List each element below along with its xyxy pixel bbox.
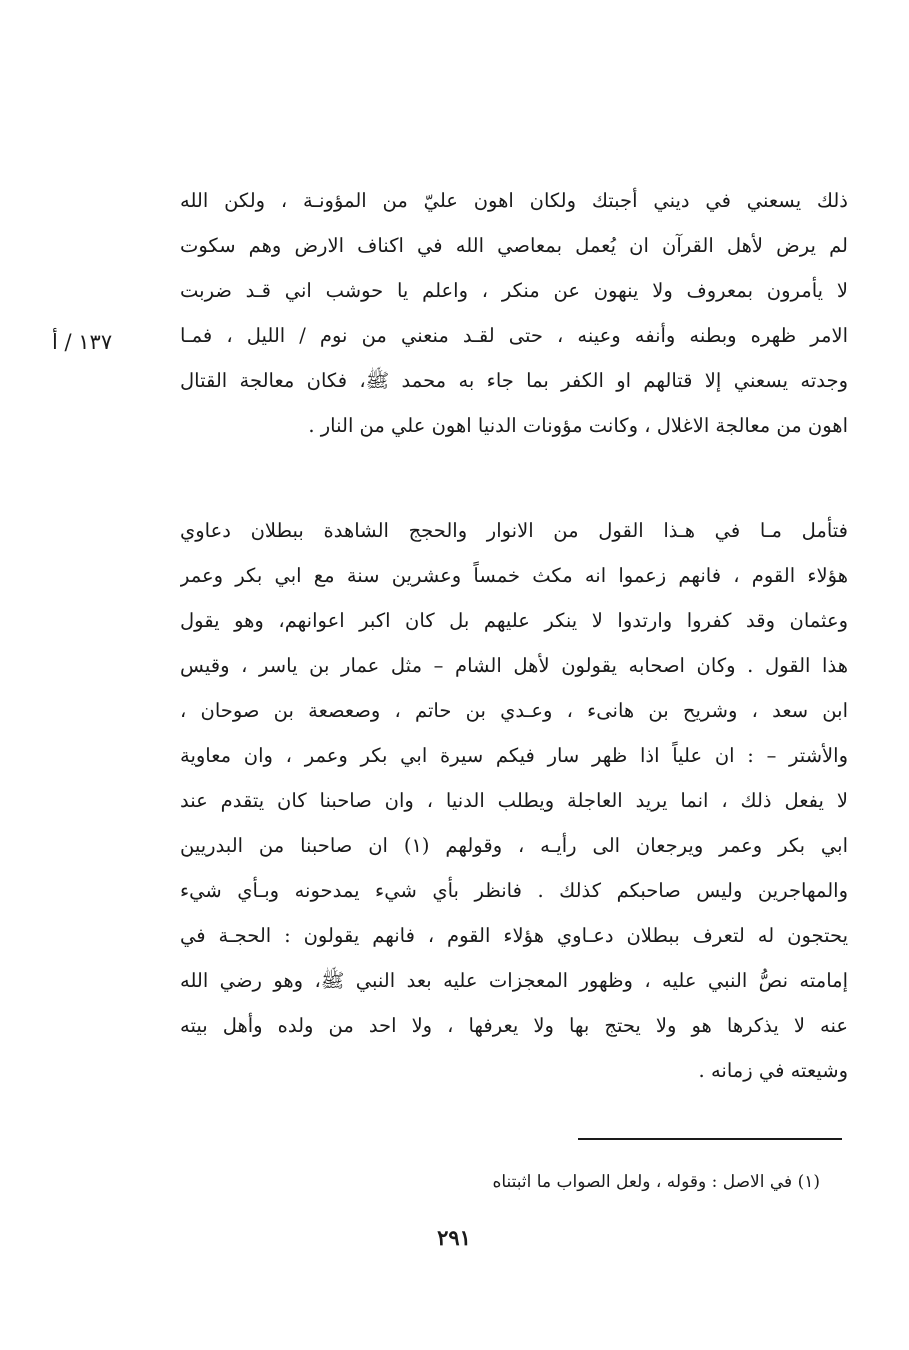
text-line: ابن سعد ، وشريح بن هانىء ، وعـدي بن حاتم ، وصعصعة بن صوحان ،	[180, 699, 848, 722]
footnote-divider	[578, 1138, 842, 1140]
text-line: ابي بكر وعمر ويرجعان الى رأيـه ، وقولهم (١) ان صاحبنا من البدريين	[180, 834, 848, 857]
text-line: عنه لا يذكرها هو ولا يحتج بها ولا يعرفها ، ولا احد من ولده وأهل بيته	[180, 1014, 848, 1037]
paragraph-1	[180, 178, 848, 448]
text-line: لا يأمرون بمعروف ولا ينهون عن منكر ، واعلم يا حوشب اني قـد ضربت	[180, 279, 848, 302]
manuscript-folio-reference: ١٣٧ / أ	[52, 330, 113, 354]
text-line: لا يفعل ذلك ، انما يريد العاجلة ويطلب الدنيا ، وان صاحبنا كان يتقدم عند	[180, 789, 848, 812]
text-line: وشيعته في زمانه .	[698, 1059, 848, 1082]
text-line: ذلك يسعني في ديني أجبتك ولكان اهون عليّ من المؤونـة ، ولكن الله	[180, 189, 848, 212]
text-line: وعثمان وقد كفروا وارتدوا لا ينكر عليهم بل كان اكبر اعوانهم، وهو يقول	[180, 609, 848, 632]
text-line: لم يرض لأهل القرآن ان يُعمل بمعاصي الله في اكناف الارض وهم سكوت	[180, 234, 848, 257]
text-line: يحتجون له لتعرف ببطلان دعـاوي هؤلاء القوم ، فانهم يقولون : الحجـة في	[180, 924, 848, 947]
text-line: إمامته نصُّ النبي عليه ، وظهور المعجزات عليه بعد النبي ﷺ، وهو رضي الله	[180, 969, 848, 992]
page-number: ٢٩١	[437, 1225, 471, 1250]
footnote: (١) في الاصل : وقوله ، ولعل الصواب ما اثبتناه	[492, 1172, 820, 1192]
text-line: والمهاجرين وليس صاحبكم كذلك . فانظر بأي شيء يمدحونه وبـأي شيء	[180, 879, 848, 902]
paragraph-2	[180, 508, 848, 1093]
text-line: هذا القول . وكان اصحابه يقولون لأهل الشام – مثل عمار بن ياسر ، وقيس	[180, 654, 848, 677]
text-line: اهون من معالجة الاغلال ، وكانت مؤونات الدنيا اهون علي من النار .	[308, 414, 848, 437]
text-line: وجدته يسعني إلا قتالهم او الكفر بما جاء به محمد ﷺ، فكان معالجة القتال	[180, 369, 848, 392]
text-line: هؤلاء القوم ، فانهم زعموا انه مكث خمساً وعشرين سنة مع ابي بكر وعمر	[180, 564, 848, 587]
text-line: فتأمل مـا في هـذا القول من الانوار والحجج الشاهدة ببطلان دعاوي	[180, 519, 848, 542]
text-line: والأشتر – : ان علياً اذا ظهر سار فيكم سيرة ابي بكر وعمر ، وان معاوية	[180, 744, 848, 767]
text-line: الامر ظهره وبطنه وأنفه وعينه ، حتى لقـد منعني من نوم / الليل ، فمـا	[180, 324, 848, 347]
